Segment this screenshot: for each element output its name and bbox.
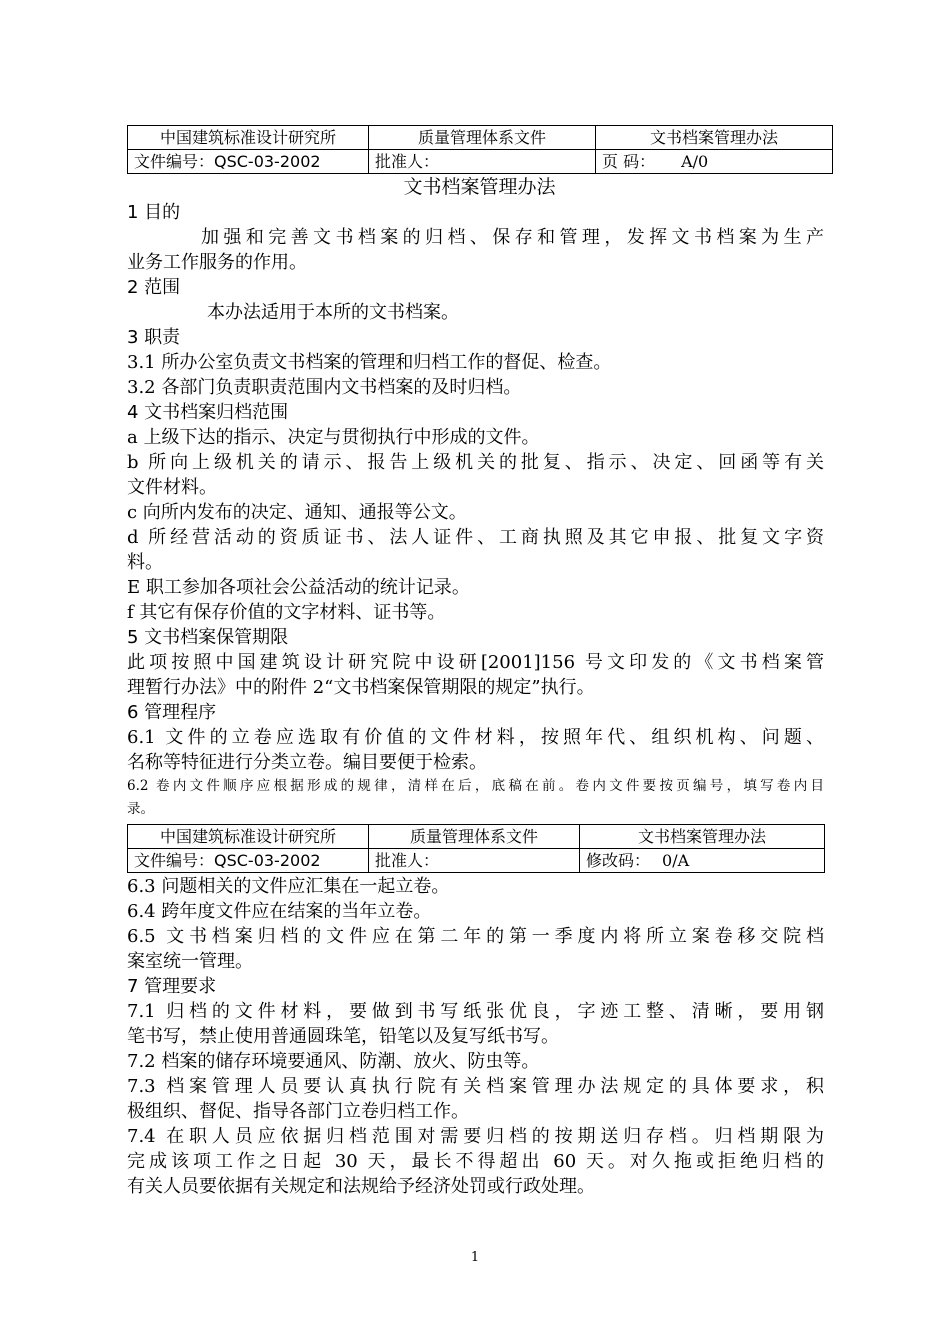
page-number: 1 (470, 1250, 480, 1265)
header-page-label: 页 码： (602, 152, 656, 171)
header-approver: 批准人： (369, 150, 596, 174)
header-doc-name: 文书档案管理办法 (596, 126, 833, 150)
header-file-no: 文件编号：QSC-03-2002 (128, 849, 369, 873)
paragraph: 笔书写，禁止使用普通圆珠笔，铅笔以及复写纸书写。 (127, 1026, 559, 1047)
paragraph: 7.2 档案的储存环境要通风、防潮、放火、防虫等。 (127, 1051, 540, 1072)
header-rev-cell (580, 849, 825, 873)
body-part-1 (127, 200, 824, 821)
paragraph: 业务工作服务的作用。 (127, 252, 307, 273)
paragraph: 6.1 文件的立卷应选取有价值的文件材料，按照年代、组织机构、问题、 (127, 727, 824, 748)
paragraph: 案室统一管理。 (127, 951, 253, 972)
list-item: f 其它有保存价值的文字材料、证书等。 (127, 602, 446, 623)
paragraph: 理暂行办法》中的附件 2“文书档案保管期限的规定”执行。 (127, 677, 595, 698)
paragraph: 3.1 所办公室负责文书档案的管理和归档工作的督促、检查。 (127, 352, 612, 373)
paragraph: 3.2 各部门负责职责范围内文书档案的及时归档。 (127, 377, 522, 398)
list-item: d 所经营活动的资质证书、法人证件、工商执照及其它申报、批复文字资 (127, 527, 824, 548)
body-part-2 (127, 874, 824, 1199)
header-doc-type: 质量管理体系文件 (369, 825, 580, 849)
paragraph: 名称等特征进行分类立卷。编目要便于检索。 (127, 752, 487, 773)
list-item: E 职工参加各项社会公益活动的统计记录。 (127, 577, 470, 598)
paragraph: 6.5 文书档案归档的文件应在第二年的第一季度内将所立案卷移交院档 (127, 926, 824, 947)
header-org: 中国建筑标准设计研究所 (128, 126, 369, 150)
list-item: a 上级下达的指示、决定与贯彻执行中形成的文件。 (127, 427, 540, 448)
paragraph: 有关人员要依据有关规定和法规给予经济处罚或行政处理。 (127, 1176, 595, 1197)
paragraph: 6.3 问题相关的文件应汇集在一起立卷。 (127, 876, 450, 897)
paragraph: 7.1 归档的文件材料，要做到书写纸张优良，字迹工整、清晰，要用钢 (127, 1001, 824, 1022)
header-doc-type: 质量管理体系文件 (369, 126, 596, 150)
header-rev-value: 0/A (662, 851, 690, 870)
paragraph: 录。 (127, 801, 154, 817)
paragraph: 6.2 卷内文件顺序应根据形成的规律，清样在后，底稿在前。卷内文件要按页编号，填写卷内目 (127, 778, 824, 794)
document-title: 文书档案管理办法 (403, 176, 556, 198)
paragraph: 极组织、督促、指导各部门立卷归档工作。 (127, 1101, 469, 1122)
header-file-no: 文件编号：QSC-03-2002 (128, 150, 369, 174)
header-approver: 批准人： (369, 849, 580, 873)
section-heading: 4 文书档案归档范围 (127, 402, 289, 423)
list-item: b 所向上级机关的请示、报告上级机关的批复、指示、决定、回函等有关 (127, 452, 824, 473)
paragraph: 7.4 在职人员应依据归档范围对需要归档的按期送归存档。归档期限为 (127, 1126, 824, 1147)
header-page-value: A/0 (681, 152, 709, 171)
header-page-cell (596, 150, 833, 174)
section-heading: 3 职责 (127, 327, 181, 348)
header-table-top (127, 125, 833, 174)
paragraph: 本办法适用于本所的文书档案。 (207, 302, 459, 323)
section-heading: 7 管理要求 (127, 976, 217, 997)
paragraph: 此项按照中国建筑设计研究院中设研[2001]156 号文印发的《文书档案管 (127, 652, 824, 673)
section-heading: 1 目的 (127, 202, 181, 223)
paragraph: 完成该项工作之日起 30 天，最长不得超出 60 天。对久拖或拒绝归档的 (127, 1151, 824, 1172)
list-item: 料。 (127, 552, 163, 573)
paragraph: 6.4 跨年度文件应在结案的当年立卷。 (127, 901, 432, 922)
section-heading: 5 文书档案保管期限 (127, 627, 289, 648)
section-heading: 2 范围 (127, 277, 181, 298)
header-table-middle (127, 824, 825, 873)
paragraph: 加强和完善文书档案的归档、保存和管理，发挥文书档案为生产 (201, 227, 824, 248)
header-rev-label: 修改码： (586, 851, 651, 870)
section-heading: 6 管理程序 (127, 702, 217, 723)
header-doc-name: 文书档案管理办法 (580, 825, 825, 849)
list-item: 文件材料。 (127, 477, 217, 498)
list-item: c 向所内发布的决定、通知、通报等公文。 (127, 502, 467, 523)
header-org: 中国建筑标准设计研究所 (128, 825, 369, 849)
paragraph: 7.3 档案管理人员要认真执行院有关档案管理办法规定的具体要求，积 (127, 1076, 824, 1097)
